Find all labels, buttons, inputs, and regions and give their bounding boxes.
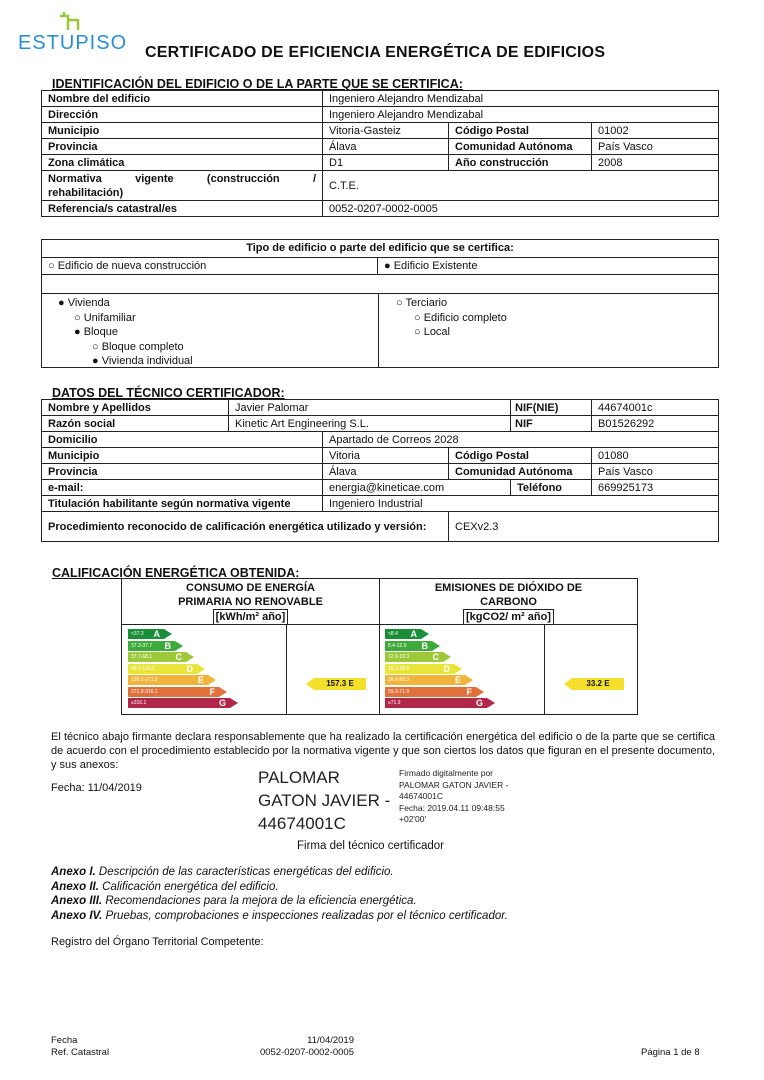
provincia-label: Provincia (42, 464, 323, 480)
scale-range-label: 271.9-316.1 (131, 688, 158, 695)
nifnie-label: NIF(NIE) (511, 400, 592, 416)
scale-letter: F (466, 686, 472, 697)
scale-bar-f (128, 687, 219, 697)
scale-arrow-tip (465, 675, 473, 685)
normativa-label: Normativa vigente (construcción / rehabilitación) (42, 171, 323, 201)
radio-nueva-construccion[interactable]: ○ Edificio de nueva construcción (42, 258, 378, 275)
direccion-value: Ingeniero Alejandro Mendizabal (323, 107, 719, 123)
ca-value: País Vasco (592, 464, 719, 480)
vivienda-options (58, 296, 193, 369)
scale-arrow-tip (219, 687, 227, 697)
nifnie-value: 44674001c (592, 400, 719, 416)
scale-letter: A (153, 629, 160, 639)
direccion-label: Dirección (42, 107, 323, 123)
terciario-options (396, 296, 507, 340)
consumo-rating-indicator: 157.3 E (314, 678, 366, 690)
ref-value: 0052-0207-0002-0005 (323, 201, 719, 217)
scale-letter: G (475, 698, 483, 708)
table-row (42, 448, 719, 464)
footer-labels: Fecha Ref. Catastral (51, 1035, 110, 1058)
anexo-item: Anexo II. Calificación energética del edificio. (51, 880, 279, 893)
scale-bar-b (128, 641, 175, 651)
scale-range-label: ≥71.9 (388, 700, 401, 706)
scale-range-label: 68.1-128.2 (131, 665, 155, 672)
provincia-value: Álava (323, 464, 449, 480)
anexo-item: Anexo IV. Pruebas, comprobaciones e inspecciones realizadas por el técnico certificador. (51, 909, 508, 922)
scale-bar-a (385, 629, 421, 639)
document-title: CERTIFICADO DE EFICIENCIA ENERGÉTICA DE EDIFICIOS (145, 44, 606, 61)
nif-value: B01526292 (592, 416, 719, 432)
calificacion-box (121, 578, 638, 715)
radio-bloque[interactable]: ● Bloque (74, 326, 118, 338)
scale-bar-e (128, 675, 208, 685)
provincia-label: Provincia (42, 139, 323, 155)
anio-value: 2008 (592, 155, 719, 171)
emisiones-header: EMISIONES DE DIÓXIDO DE CARBONO [kgCO2/ m² año] (434, 582, 583, 623)
scale-arrow-tip (432, 641, 440, 651)
ca-label: Comunidad Autónoma (449, 139, 592, 155)
scale-range-label: 37.3-37.7 (131, 642, 153, 649)
ca-value: País Vasco (592, 139, 719, 155)
ca-label: Comunidad Autónoma (449, 464, 592, 480)
table-row (42, 496, 719, 512)
domicilio-value: Apartado de Correos 2028 (323, 432, 719, 448)
scale-arrow-tip (186, 652, 194, 662)
scale-letter: C (175, 652, 182, 662)
scale-arrow-tip (230, 698, 238, 708)
scale-arrow-tip (443, 652, 451, 662)
scale-bar-g (128, 698, 230, 708)
razon-value: Kinetic Art Engineering S.L. (229, 416, 511, 432)
table-row (42, 480, 719, 496)
scale-range-label: <37.3 (131, 631, 144, 637)
consumo-energy-scale (128, 629, 278, 711)
radio-bloque-completo[interactable]: ○ Bloque completo (92, 340, 184, 353)
radio-edificio-existente[interactable]: ● Edificio Existente (378, 258, 718, 275)
procedimiento-value: CEXv2.3 (449, 512, 719, 542)
tipo-title: Tipo de edificio o parte del edificio que se certifica: (42, 240, 718, 258)
scale-arrow-tip (454, 664, 462, 674)
municipio-label: Municipio (42, 448, 323, 464)
table-row (42, 139, 719, 155)
provincia-value: Álava (323, 139, 449, 155)
municipio-value: Vitoria (323, 448, 449, 464)
table-row (42, 201, 719, 217)
scale-bar-e (385, 675, 465, 685)
consumo-header: CONSUMO DE ENERGÍA PRIMARIA NO RENOVABLE [kWh/m² año] (178, 582, 323, 623)
scale-range-label: 19.3-28.6 (388, 665, 410, 672)
titulacion-label: Titulación habilitante según normativa vigente (42, 496, 323, 512)
scale-letter: E (454, 675, 461, 685)
scale-bar-g (385, 698, 487, 708)
zona-label: Zona climática (42, 155, 323, 171)
tecnico-table (41, 399, 719, 542)
nif-label: NIF (511, 416, 592, 432)
zona-value: D1 (323, 155, 449, 171)
scale-arrow-tip (164, 629, 172, 639)
scale-range-label: 128.2-271.9 (131, 677, 158, 683)
email-value: energia@kineticae.com (323, 480, 511, 496)
procedimiento-label: Procedimiento reconocido de calificación energética utilizado y versión: (42, 512, 449, 542)
radio-vivienda[interactable]: ● Vivienda (58, 297, 110, 309)
scale-letter: B (164, 640, 171, 651)
tipo-edificio-box (41, 239, 719, 368)
scale-arrow-tip (421, 629, 429, 639)
radio-edificio-completo[interactable]: ○ Edificio completo (414, 311, 507, 324)
nombre-label: Nombre del edificio (42, 91, 323, 107)
divider (286, 624, 287, 714)
divider (42, 293, 718, 294)
scale-bar-d (128, 664, 197, 674)
email-label: e-mail: (42, 480, 323, 496)
declaracion-text: El técnico abajo firmante declara responsablemente que ha realizado la certificación energética del edificio o de la parte que se certifica de acuerdo con el procedimiento establecido por la normativa vigente y que son ciertos los datos que figuran en el presente documento, y sus anexos: (51, 731, 715, 771)
scale-range-label: ≥316.1 (131, 700, 147, 706)
anio-label: Año construcción (449, 155, 592, 171)
section-title-identificacion: IDENTIFICACIÓN DEL EDIFICIO O DE LA PARTE QUE SE CERTIFICA: (52, 77, 463, 91)
scale-letter: G (218, 698, 226, 708)
scale-range-label: 37.7-68.1 (131, 654, 153, 660)
table-row (42, 91, 719, 107)
scale-arrow-tip (197, 664, 205, 674)
domicilio-label: Domicilio (42, 432, 323, 448)
table-row (42, 464, 719, 480)
scale-letter: B (421, 640, 428, 651)
divider (122, 624, 637, 625)
scale-arrow-tip (476, 687, 484, 697)
scale-letter: E (197, 675, 204, 685)
scale-bar-a (128, 629, 164, 639)
logo-mark-icon (58, 12, 82, 32)
scale-range-label: <8.4 (388, 631, 398, 637)
cp-value: 01002 (592, 123, 719, 139)
scale-arrow-tip (175, 641, 183, 651)
scale-bar-b (385, 641, 432, 651)
table-row (42, 107, 719, 123)
tel-value: 669925173 (592, 480, 719, 496)
emisiones-rating-indicator: 33.2 E (572, 678, 624, 690)
fecha-firma: Fecha: 11/04/2019 (51, 782, 142, 794)
anexo-item: Anexo I. Descripción de las características energéticas del edificio. (51, 866, 394, 878)
table-row (42, 416, 719, 432)
radio-unifamiliar[interactable]: ○ Unifamiliar (74, 311, 136, 324)
page-number: Página 1 de 8 (641, 1047, 700, 1058)
tel-label: Teléfono (511, 480, 592, 496)
ref-label: Referencia/s catastral/es (42, 201, 323, 217)
section-title-calificacion: CALIFICACIÓN ENERGÉTICA OBTENIDA: (52, 566, 300, 580)
normativa-value: C.T.E. (323, 171, 719, 201)
scale-range-label: 12.9-19.3 (388, 654, 410, 660)
divider (378, 293, 379, 367)
logo-text: ESTUPISO (18, 32, 128, 54)
titulacion-value: Ingeniero Industrial (323, 496, 719, 512)
nombre-value: Javier Palomar (229, 400, 511, 416)
cp-label: Código Postal (449, 123, 592, 139)
scale-range-label: 59.3-71.9 (388, 688, 410, 695)
scale-letter: C (432, 652, 439, 662)
municipio-value: Vitoria-Gasteiz (323, 123, 449, 139)
scale-letter: D (443, 663, 450, 674)
identificacion-table (41, 90, 719, 217)
cp-label: Código Postal (449, 448, 592, 464)
table-row (42, 512, 719, 542)
radio-local[interactable]: ○ Local (414, 326, 450, 338)
nombre-label: Nombre y Apellidos (42, 400, 229, 416)
emisiones-energy-scale (385, 629, 535, 711)
table-row (42, 155, 719, 171)
scale-bar-c (385, 652, 443, 662)
radio-vivienda-individual[interactable]: ● Vivienda individual (92, 355, 193, 367)
scale-bar-d (385, 664, 454, 674)
firma-digital: Firmado digitalmente por PALOMAR GATON JAVIER - 44674001C Fecha: 2019.04.11 09:48:55 +02'00' (399, 768, 509, 824)
scale-bar-c (128, 652, 186, 662)
firma-nombre: PALOMAR GATON JAVIER - 44674001C (258, 768, 391, 833)
table-row (42, 400, 719, 416)
municipio-label: Municipio (42, 123, 323, 139)
razon-label: Razón social (42, 416, 229, 432)
anexo-item: Anexo III. Recomendaciones para la mejora de la eficiencia energética. (51, 895, 417, 907)
scale-letter: A (410, 629, 417, 639)
firma-label: Firma del técnico certificador (297, 840, 444, 852)
estupiso-logo (18, 12, 128, 56)
scale-arrow-tip (208, 675, 216, 685)
scale-bar-f (385, 687, 476, 697)
scale-letter: F (209, 686, 215, 697)
cp-value: 01080 (592, 448, 719, 464)
scale-range-label: 28.6-59.3 (388, 677, 410, 683)
table-row (42, 432, 719, 448)
radio-terciario[interactable]: ○ Terciario (396, 297, 448, 309)
nombre-value: Ingeniero Alejandro Mendizabal (323, 91, 719, 107)
footer-values: 11/04/2019 0052-0207-0002-0005 (259, 1035, 354, 1058)
scale-letter: D (186, 663, 193, 674)
scale-arrow-tip (487, 698, 495, 708)
anexos-list (51, 865, 508, 923)
registro-label: Registro del Órgano Territorial Competente: (51, 936, 264, 948)
table-row (42, 123, 719, 139)
section-title-tecnico: DATOS DEL TÉCNICO CERTIFICADOR: (52, 386, 285, 400)
scale-range-label: 8.4-12.9 (388, 642, 407, 649)
divider (544, 624, 545, 714)
table-row (42, 171, 719, 201)
